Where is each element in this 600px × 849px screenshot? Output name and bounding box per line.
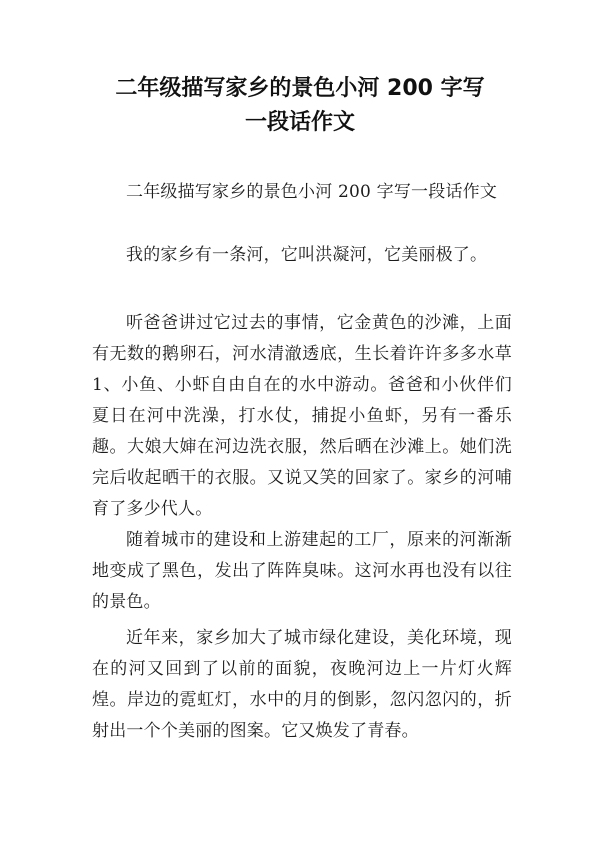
paragraph-pollution: 随着城市的建设和上游建起的工厂，原来的河渐渐地变成了黑色，发出了阵阵臭味。这河水再也没有以往的景色。 (92, 530, 512, 612)
paragraph-past: 听爸爸讲过它过去的事情，它金黄色的沙滩，上面有无数的鹅卵石，河水清澈透底，生长着许许多多水草1、小鱼、小虾自由自在的水中游动。爸爸和小伙伴们夏日在河中洗澡，打水仗，捕捉小鱼虾，另有一番乐趣。大娘大婶在河边洗衣服，然后晒在沙滩上。她们洗完后收起晒干的衣服。又说又笑的回家了。家乡的河哺育了多少代人。 (92, 313, 512, 519)
paragraph-intro: 我的家乡有一条河，它叫洪凝河，它美丽极了。 (126, 245, 488, 265)
document-title-line-2: 一段话作文 (244, 110, 355, 135)
document-title-line-1: 二年级描写家乡的景色小河 200 字写 (115, 76, 485, 101)
paragraph-present: 近年来，家乡加大了城市绿化建设，美化环境，现在的河又回到了以前的面貌，夜晚河边上一片灯火辉煌。岸边的霓虹灯，水中的月的倒影，忽闪忽闪的，折射出一个个美丽的图案。它又焕发了青春。 (92, 628, 512, 741)
paragraph-subtitle: 二年级描写家乡的景色小河 200 字写一段话作文 (126, 182, 498, 202)
